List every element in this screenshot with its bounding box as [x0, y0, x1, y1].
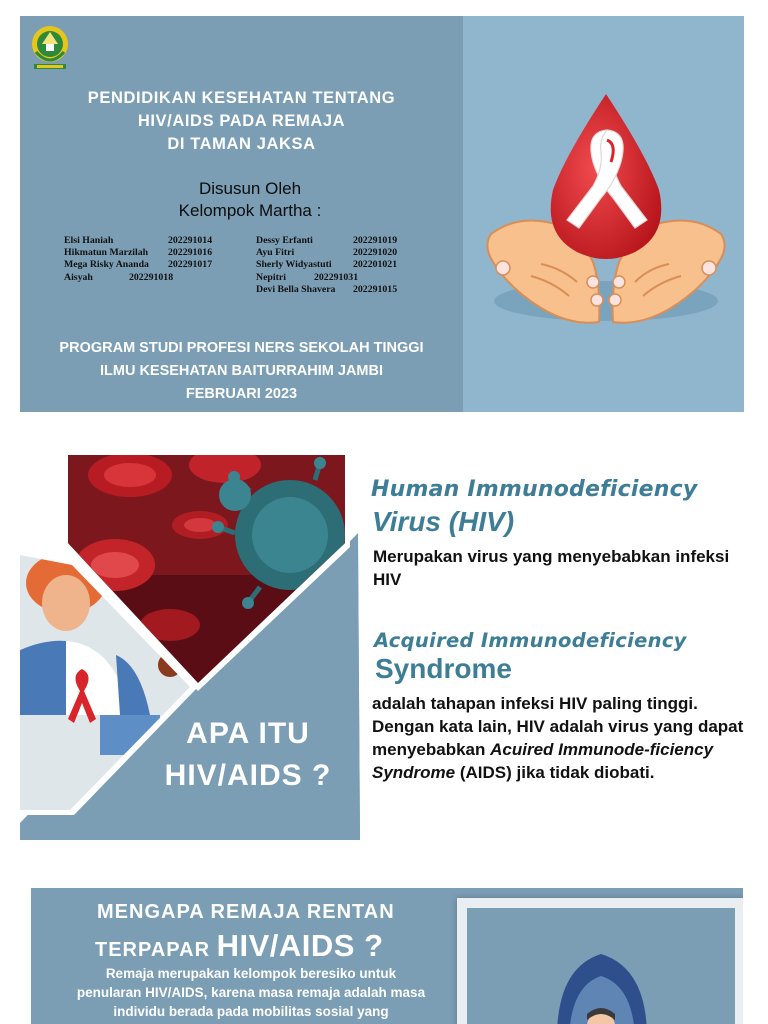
- aids-term-line1: Acquired Immunodeficiency: [374, 629, 687, 652]
- cover-slide: [20, 16, 744, 412]
- aids-desc-part1: adalah tahapan infeksi HIV paling tinggi. Dengan kata lain, HIV adalah virus yang dapat menyebabkan: [372, 694, 744, 759]
- member-nim: 202291018: [129, 271, 174, 283]
- why-title-line2: [95, 928, 384, 964]
- member-column-left: [64, 235, 254, 284]
- member-name: Nepitri: [256, 271, 286, 283]
- why-teens-vulnerable-section: [31, 886, 743, 1024]
- member-row: [256, 235, 456, 247]
- section-title: APA ITU HIV/AIDS ?: [164, 717, 332, 792]
- member-nim: 202291016: [168, 247, 213, 259]
- why-body-text: Remaja merupakan kelompok beresiko untuk penularan HIV/AIDS, karena masa remaja adalah masa individu berada pada mobilitas sosial yang: [76, 966, 426, 1019]
- member-nim: 202291015: [353, 283, 398, 295]
- member-row: [64, 247, 254, 259]
- member-nim: 202291014: [168, 235, 213, 246]
- member-row: [64, 235, 254, 247]
- cover-text-panel: [20, 16, 463, 412]
- member-row: [64, 272, 254, 284]
- aids-desc-italic: Acuired Immunode-ficiency Syndrome: [372, 740, 714, 782]
- why-title-line1: MENGAPA REMAJA RENTAN: [97, 901, 395, 923]
- member-row: [256, 272, 456, 284]
- aids-desc-part2: (AIDS) jika tidak diobati.: [455, 763, 655, 782]
- aids-description: [372, 692, 754, 784]
- member-row: [256, 284, 456, 296]
- member-list: [64, 235, 464, 305]
- hiv-description: Merupakan virus yang menyebabkan infeksi HIV: [373, 547, 730, 589]
- what-is-hiv-section: [20, 455, 760, 845]
- member-name: Dessy Erfanti: [256, 235, 313, 246]
- cover-illustration-panel: [463, 16, 744, 412]
- photo-frame: [457, 898, 743, 1024]
- group-label: Kelompok Martha :: [178, 201, 322, 220]
- member-row: [64, 259, 254, 271]
- member-column-right: [256, 235, 456, 296]
- member-row: [256, 247, 456, 259]
- hiv-term-line1: Human Immunodeficiency: [371, 477, 698, 502]
- member-nim: 202291017: [168, 259, 213, 271]
- by-label: Disusun Oleh: [198, 179, 302, 198]
- aids-term-line2: Syndrome: [375, 653, 512, 684]
- member-name: Ayu Fitri: [256, 247, 295, 259]
- member-name: Aisyah: [64, 271, 93, 283]
- hooded-person-icon: [467, 908, 735, 1024]
- member-name: Sherly Widyastuti: [256, 259, 332, 271]
- member-name: Hikmatun Marzilah: [64, 247, 149, 259]
- hiv-term-line2: Virus (HIV): [372, 506, 515, 537]
- member-name: Elsi Haniah: [64, 235, 114, 246]
- hands-holding-ribbon-drop-icon: [481, 86, 731, 336]
- photo-area: [467, 908, 735, 1024]
- cover-title: PENDIDIKAN KESEHATAN TENTANG HIV/AIDS PADA REMAJA DI TAMAN JAKSA: [87, 89, 396, 153]
- member-row: [256, 259, 456, 271]
- cover-program-text: PROGRAM STUDI PROFESI NERS SEKOLAH TINGGI ILMU KESEHATAN BAITURRAHIM JAMBI FEBRUARI 2023: [59, 340, 424, 402]
- member-nim: 202201021: [353, 259, 398, 271]
- member-nim: 202291031: [314, 271, 359, 283]
- why-title-big: HIV/AIDS ?: [216, 928, 384, 963]
- institution-logo-icon: [26, 22, 74, 72]
- member-nim: 202291020: [353, 247, 398, 259]
- member-name: Devi Bella Shavera: [256, 283, 336, 295]
- why-title-small: TERPAPAR: [95, 939, 217, 961]
- member-nim: 202291019: [353, 235, 398, 246]
- member-name: Mega Risky Ananda: [64, 259, 149, 271]
- author-block: [20, 178, 480, 222]
